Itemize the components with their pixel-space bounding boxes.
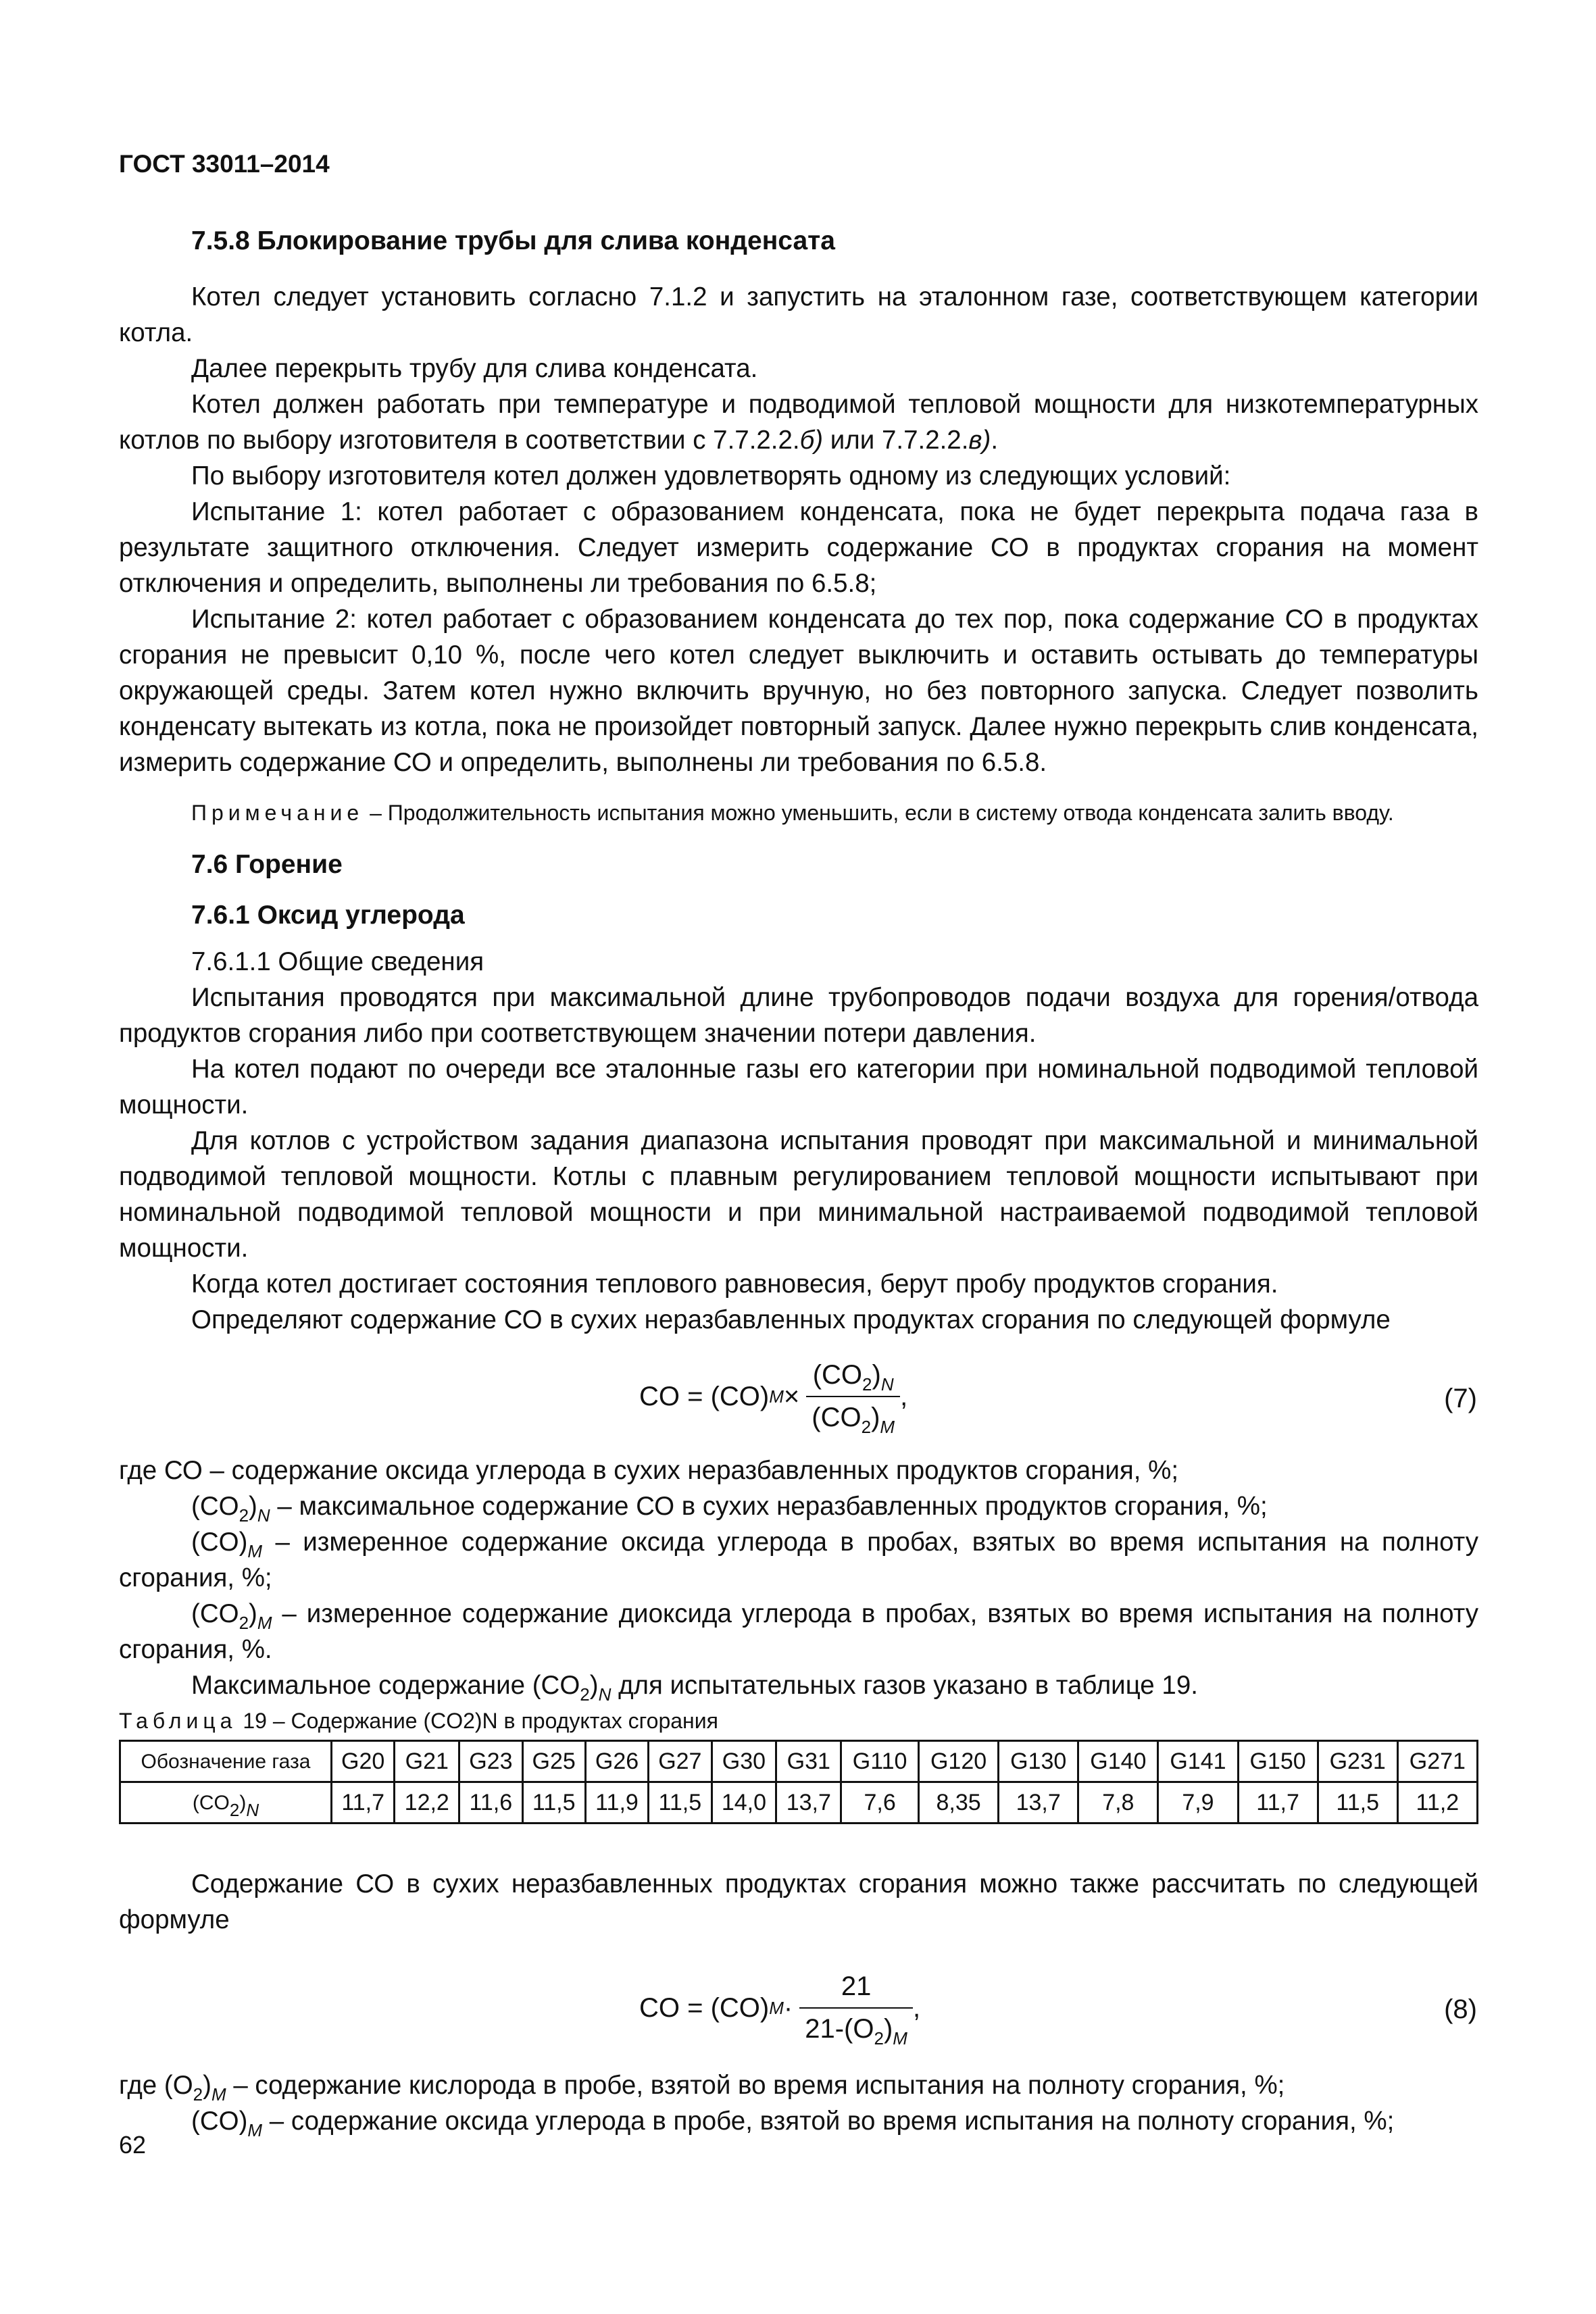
paragraph: Максимальное содержание $(CO_2)_N$ для испытательных газов указано в таблице 19.	[191, 1671, 1198, 1705]
table-cell-value: 11,6	[459, 1782, 522, 1823]
paragraph: Содержание СО в сухих неразбавленных продуктах сгорания можно также рассчитать по следующей формуле	[119, 1869, 1478, 1934]
table-cell-gas: G20	[332, 1741, 395, 1782]
table-cell-gas: G231	[1318, 1741, 1397, 1782]
table-row	[120, 1782, 1478, 1823]
table-cell-value: 13,7	[999, 1782, 1078, 1823]
table-cell-value: 11,9	[585, 1782, 648, 1823]
table-cell-gas: G30	[712, 1741, 776, 1782]
table-row	[120, 1741, 1478, 1782]
table-cell-gas: G140	[1078, 1741, 1158, 1782]
table-cell-gas: G26	[585, 1741, 648, 1782]
fraction-numerator: $(CO_2)_N$	[812, 1360, 894, 1394]
paragraph: Для котлов с устройством задания диапазона испытания проводят при максимальной и минимальной подводимой тепловой мощности. Котлы с плавным регулированием тепловой мощности испытывают при номинальной подводимой тепловой мощности и при минимальной настраиваемой подводимой тепловой мощности.	[119, 1126, 1478, 1263]
table-cell-gas: G27	[649, 1741, 712, 1782]
paragraph-test-2: Испытание 2: котел работает с образованием конденсата до тех пор, пока содержание СО в продуктах сгорания не превысит 0,10 %, после чего котел следует выключить и оставить остывать до температуры окружающей среды. Затем котел нужно включить вручную, но без повторного запуска. Следует позволить конденсату вытекать из котла, пока не произойдет повторный запуск. Далее нужно перекрыть слив конденсата, измерить содержание СО и определить, выполнены ли требования по 6.5.8.	[119, 605, 1478, 777]
fraction-numerator: 21	[841, 1971, 872, 2001]
table-cell-gas: G141	[1158, 1741, 1238, 1782]
table-cell-value: 12,2	[395, 1782, 459, 1823]
table-cell-gas: G21	[395, 1741, 459, 1782]
table-cell-value: 11,2	[1397, 1782, 1477, 1823]
definition: где СО – содержание оксида углерода в сухих неразбавленных продуктов сгорания, %;	[119, 1456, 1179, 1485]
table-cell-value: 11,5	[649, 1782, 712, 1823]
table-cell-gas: G130	[999, 1741, 1078, 1782]
formula-8	[119, 1954, 1478, 2062]
paragraph: По выбору изготовителя котел должен удовлетворять одному из следующих условий:	[191, 461, 1231, 491]
definition: $(CO_2)_N$ – максимальное содержание СО в сухих неразбавленных продуктов сгорания, %;	[191, 1492, 1268, 1526]
table-cell-value: 7,9	[1158, 1782, 1238, 1823]
table-cell-value: 11,7	[332, 1782, 395, 1823]
formula-7	[119, 1346, 1478, 1447]
table-row-header: $(CO_2)_N$	[120, 1782, 332, 1823]
table-cell-gas: G271	[1397, 1741, 1477, 1782]
paragraph: На котел подают по очереди все эталонные газы его категории при номинальной подводимой тепловой мощности.	[119, 1055, 1478, 1120]
paragraph: Далее перекрыть трубу для слива конденсата.	[191, 354, 758, 383]
table-cell-value: 7,6	[841, 1782, 919, 1823]
document-code-header: ГОСТ 33011–2014	[119, 150, 330, 178]
formula-7-number: (7)	[1444, 1384, 1477, 1413]
page-content	[119, 223, 1478, 2139]
table-cell-value: 11,5	[1318, 1782, 1397, 1823]
table-cell-value: 11,5	[522, 1782, 585, 1823]
paragraph: Котел должен работать при температуре и подводимой тепловой мощности для низкотемпературных котлов по выбору изготовителя в соответствии с 7.7.2.2.б) или 7.7.2.2.в).	[119, 390, 1478, 455]
table-cell-gas: G120	[919, 1741, 999, 1782]
paragraph-test-1: Испытание 1: котел работает с образованием конденсата, пока не будет перекрыта подача газа в результате защитного отключения. Следует измерить содержание СО в продуктах сгорания на момент отключения и определить, выполнены ли требования по 6.5.8;	[119, 497, 1478, 598]
section-7-6-1-heading: 7.6.1 Оксид углерода	[191, 901, 465, 930]
table-cell-value: 14,0	[712, 1782, 776, 1823]
paragraph: Определяют содержание СО в сухих неразбавленных продуктах сгорания по следующей формуле	[191, 1305, 1391, 1334]
table-cell-value: 8,35	[919, 1782, 999, 1823]
definition: где $(O_2)_M$ – содержание кислорода в пробе, взятой во время испытания на полноту сгорания, %;	[119, 2071, 1285, 2105]
definition: $(CO)_M$ – измеренное содержание оксида углерода в пробах, взятых во время испытания на полноту сгорания, %;	[119, 1528, 1478, 1592]
table-19-caption: Таблица 19 – Содержание (CO2)N в продуктах сгорания	[119, 1709, 718, 1733]
subsection-title: 7.6.1.1 Общие сведения	[191, 947, 484, 976]
definition: $(CO_2)_M$ – измеренное содержание диоксида углерода в пробах, взятых во время испытания на полноту сгорания, %.	[119, 1599, 1478, 1664]
section-7-5-8-heading: 7.5.8 Блокирование трубы для слива конденсата	[191, 226, 835, 255]
page-number: 62	[119, 2131, 147, 2159]
table-19	[119, 1740, 1478, 1824]
formula-8-fraction	[799, 1969, 913, 2047]
table-cell-gas: G150	[1238, 1741, 1318, 1782]
table-row-header: Обозначение газа	[120, 1741, 332, 1782]
formula-7-body: CO = (CO) M × $\frac{(CO_2)_N}{(CO_2)_M}$ ,	[639, 1346, 907, 1447]
table-cell-gas: G110	[841, 1741, 919, 1782]
table-cell-gas: G31	[776, 1741, 841, 1782]
paragraph: Испытания проводятся при максимальной длине трубопроводов подачи воздуха для горения/отвода продуктов сгорания либо при соответствующем значении потери давления.	[119, 983, 1478, 1048]
formula-7-fraction	[806, 1357, 900, 1436]
formula-8-body: CO = (CO) M · $\frac{21}{21-(O_2)_M}$ ,	[639, 1954, 920, 2062]
table-cell-gas: G23	[459, 1741, 522, 1782]
note-label: Примечание	[191, 801, 364, 825]
table-cell-value: 11,7	[1238, 1782, 1318, 1823]
formula-8-number: (8)	[1444, 1994, 1477, 2024]
table-cell-value: 13,7	[776, 1782, 841, 1823]
definition: $(CO)_M$ – содержание оксида углерода в пробе, взятой во время испытания на полноту сгорания, %;	[191, 2107, 1395, 2140]
note: Примечание – Продолжительность испытания можно уменьшить, если в систему отвода конденсата залить вводу.	[191, 801, 1394, 825]
paragraph: Когда котел достигает состояния теплового равновесия, берут пробу продуктов сгорания.	[191, 1269, 1278, 1299]
section-7-6-heading: 7.6 Горение	[191, 850, 343, 879]
table-cell-value: 7,8	[1078, 1782, 1158, 1823]
fraction-denominator: $(CO_2)_M$	[806, 1396, 900, 1436]
fraction-denominator: $21-(O_2)_M$	[799, 2007, 913, 2047]
table-cell-gas: G25	[522, 1741, 585, 1782]
paragraph: Котел следует установить согласно 7.1.2 и запустить на эталонном газе, соответствующем категории котла.	[119, 282, 1478, 347]
